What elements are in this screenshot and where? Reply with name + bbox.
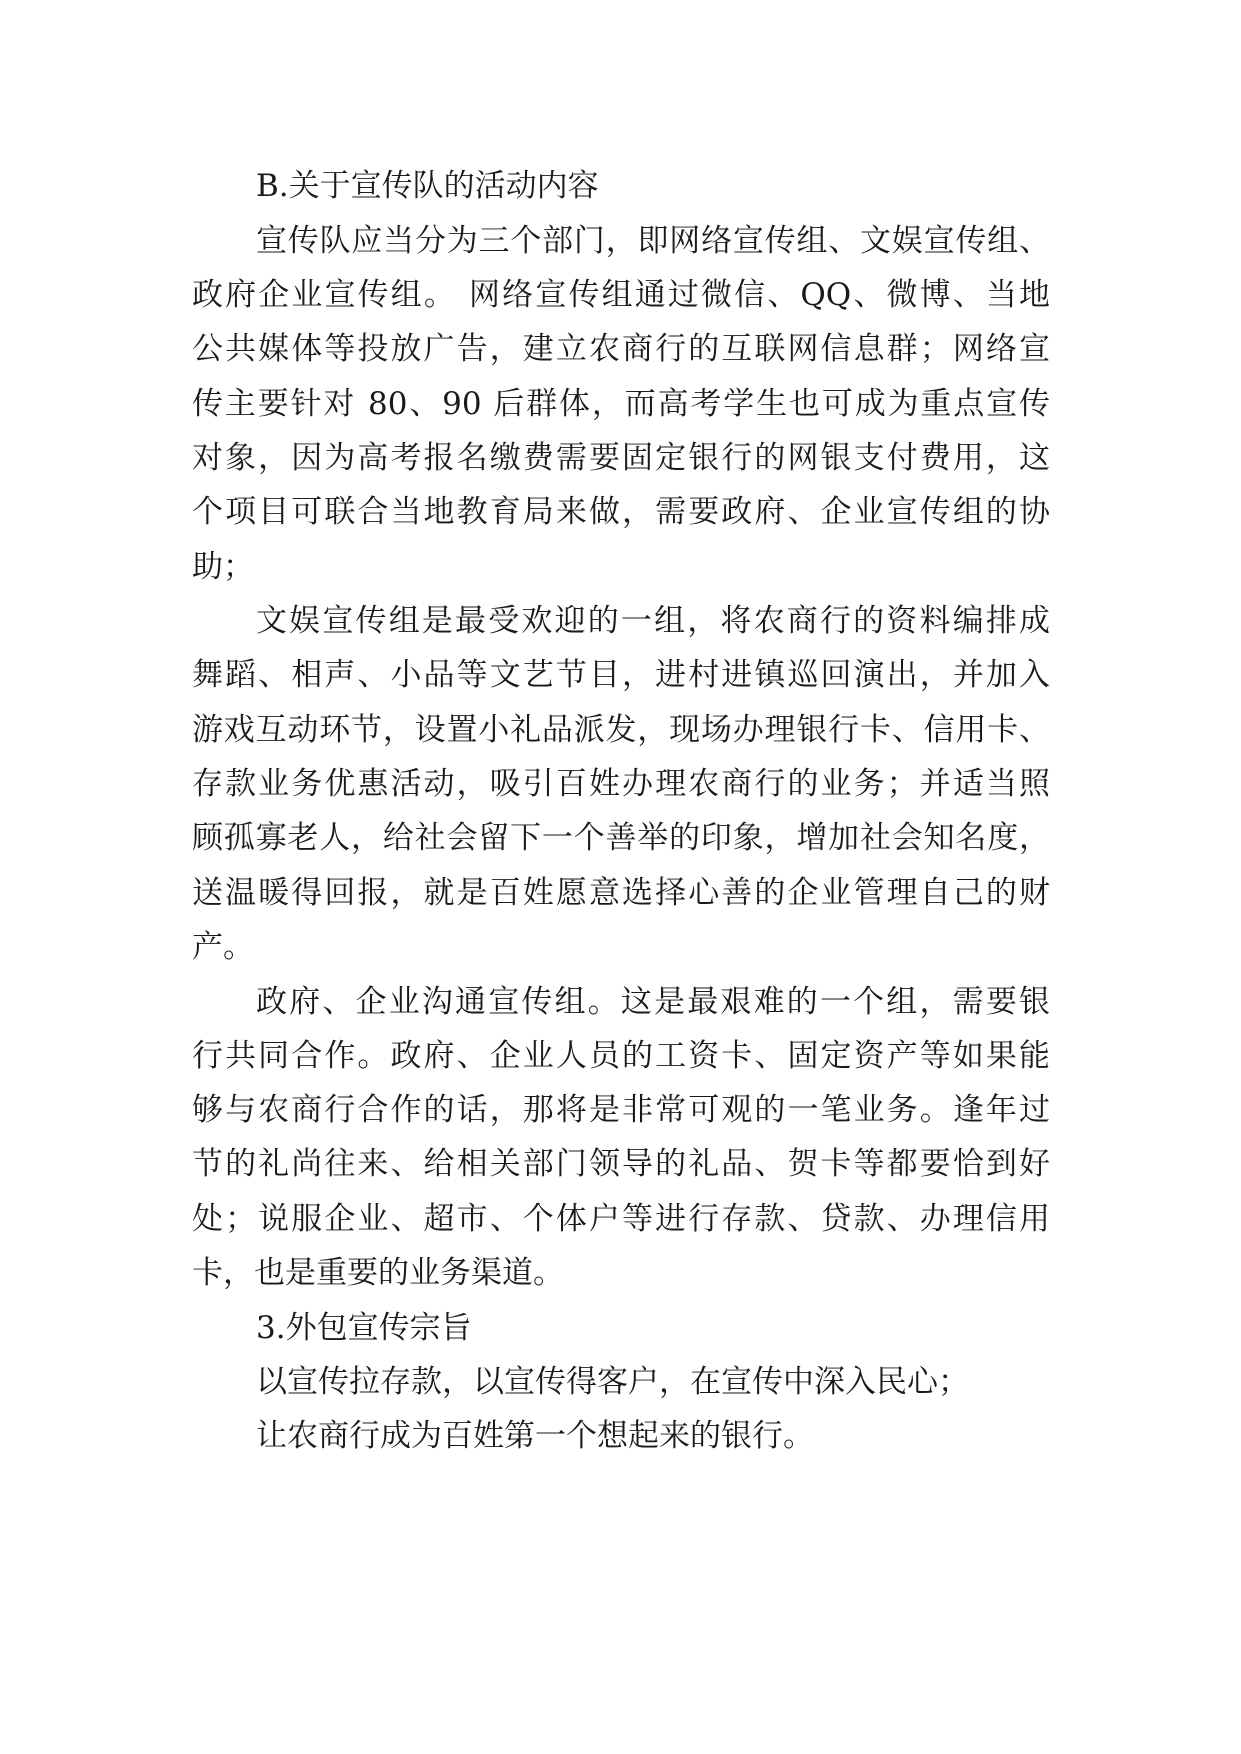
paragraph-line: 宣传队应当分为三个部门，即网络宣传组、文娱宣传组、 (256, 223, 1050, 259)
heading-activity-content: B.关于宣传队的活动内容 (256, 168, 599, 204)
paragraph-line: 卡，也是重要的业务渠道。 (192, 1255, 564, 1291)
paragraph-line: 够与农商行合作的话，那将是非常可观的一笔业务。逢年过 (192, 1092, 1050, 1128)
paragraph-line: 公共媒体等投放广告，建立农商行的互联网信息群；网络宣 (192, 331, 1050, 367)
paragraph-line: 存款业务优惠活动，吸引百姓办理农商行的业务；并适当照 (192, 766, 1050, 802)
paragraph-line: 顾孤寡老人，给社会留下一个善举的印象，增加社会知名度， (192, 820, 1050, 856)
paragraph-line: 处；说服企业、超市、个体户等进行存款、贷款、办理信用 (192, 1201, 1050, 1237)
paragraph-line: 个项目可联合当地教育局来做，需要政府、企业宣传组的协 (192, 494, 1050, 530)
paragraph-line: 让农商行成为百姓第一个想起来的银行。 (256, 1418, 814, 1454)
paragraph-line: 产。 (192, 929, 254, 965)
paragraph-line: 游戏互动环节，设置小礼品派发，现场办理银行卡、信用卡、 (192, 712, 1050, 748)
paragraph-line: 政府企业宣传组。 网络宣传组通过微信、QQ、微博、当地 (192, 277, 1050, 313)
paragraph-line: 传主要针对 80、90 后群体，而高考学生也可成为重点宣传 (192, 386, 1050, 422)
paragraph-line: 送温暖得回报，就是百姓愿意选择心善的企业管理自己的财 (192, 875, 1050, 911)
paragraph-line: 政府、企业沟通宣传组。这是最艰难的一个组，需要银 (256, 984, 1050, 1020)
paragraph-line: 节的礼尚往来、给相关部门领导的礼品、贺卡等都要恰到好 (192, 1146, 1050, 1182)
paragraph-line: 以宣传拉存款，以宣传得客户，在宣传中深入民心； (256, 1364, 969, 1400)
paragraph-line: 舞蹈、相声、小品等文艺节目，进村进镇巡回演出，并加入 (192, 657, 1050, 693)
paragraph-line: 行共同合作。政府、企业人员的工资卡、固定资产等如果能 (192, 1038, 1050, 1074)
paragraph-line: 助； (192, 549, 254, 585)
paragraph-line: 文娱宣传组是最受欢迎的一组，将农商行的资料编排成 (256, 603, 1050, 639)
heading-outsourcing-purpose: 3.外包宣传宗旨 (256, 1310, 472, 1346)
paragraph-line: 对象，因为高考报名缴费需要固定银行的网银支付费用，这 (192, 440, 1050, 476)
